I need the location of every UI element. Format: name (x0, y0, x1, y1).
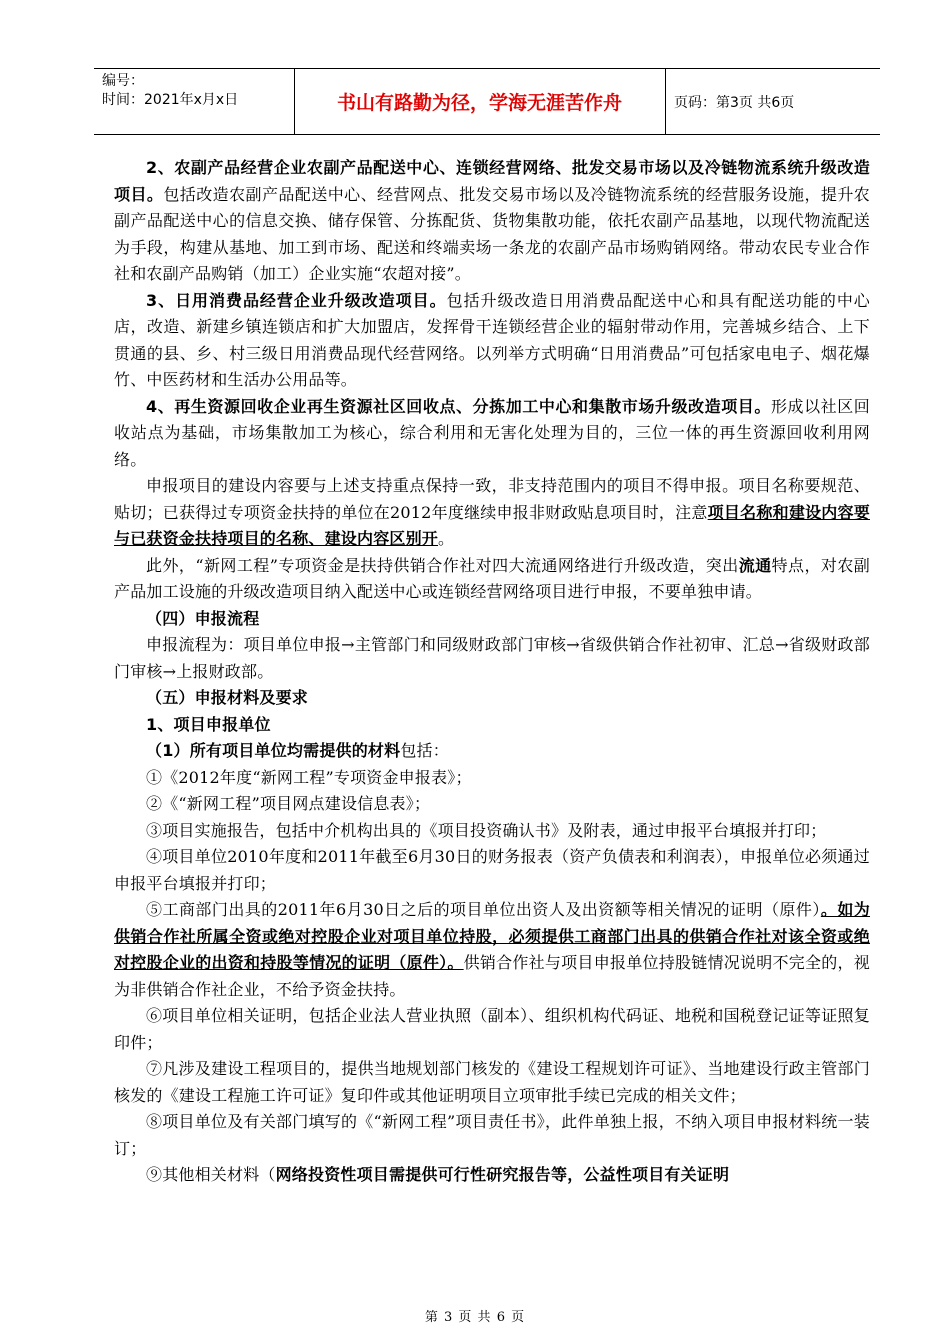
section-heading: （四）申报流程 (146, 608, 260, 628)
header-page-info: 页码：第3页 共6页 (674, 95, 795, 111)
header-bottom-rule (94, 134, 880, 135)
list-item: ⑥项目单位相关证明，包括企业法人营业执照（副本）、组织机构代码证、地税和国税登记证等证照复印件； (114, 1006, 870, 1052)
time-label: 时间：2021年x月x日 (102, 92, 239, 108)
paragraph (114, 288, 870, 394)
emphasis-text: 网络投资性项目需提供可行性研究报告等，公益性项目有关证明 (275, 1165, 730, 1184)
header-divider (665, 68, 666, 135)
number-label: 编号： (102, 73, 144, 89)
paragraph (114, 155, 870, 288)
emphasis-text: 项目名称和建设内容要与已获资金扶持项目的名称、建设内容区别开 (114, 502, 870, 548)
page-footer: 第 3 页 共 6 页 (424, 1310, 526, 1325)
paragraph (114, 473, 870, 553)
paragraph-text: ⑨其他相关材料（ (146, 1165, 276, 1184)
list-item: ②《“新网工程”项目网点建设信息表》； (146, 794, 431, 813)
subsection-heading: 1、项目申报单位 (146, 714, 271, 734)
emphasis-text: 流通 (738, 555, 772, 575)
header-motto: 书山有路勤为径，学海无涯苦作舟 (336, 92, 622, 114)
paragraph (114, 553, 870, 606)
item-heading: 2、农副产品经营企业农副产品配送中心、连锁经营网络、批发交易市场以及冷链物流系统升级改造项目。 (114, 158, 870, 204)
paragraph-text: 申报项目的建设内容要与上述支持重点保持一致，非支持范围内的项目不得申报。项目名称要规范、贴切；已获得过专项资金扶持的单位在2012年度继续申报非财政贴息项目时，注意 (114, 476, 870, 522)
item-heading: （1）所有项目单位均需提供的材料 (146, 741, 401, 760)
header-top-rule (94, 68, 880, 69)
paragraph-text: 供销合作社与项目申报单位持股链情况说明不完全的，视为非供销合作社企业，不给予资金扶持。 (114, 953, 870, 999)
list-item: ⑦凡涉及建设工程项目的，提供当地规划部门核发的《建设工程规划许可证》、当地建设行政主管部门核发的《建设工程施工许可证》复印件或其他证明项目立项审批手续已完成的相关文件； (114, 1059, 870, 1105)
paragraph-text: 此外，“新网工程”专项资金是扶持供销合作社对四大流通网络进行升级改造，突出 (146, 555, 739, 575)
paragraph-text: 包括改造农副产品配送中心、经营网点、批发交易市场以及冷链物流系统的经营服务设施，提升农副产品配送中心的信息交换、储存保管、分拣配货、货物集散功能，依托农副产品基地，以现代物流配送为手段，构建从基地、加工到市场、配送和终端卖场一条龙的农副产品市场购销网络。带动农民专业合作社和农副产品购销（加工）企业实施“农超对接”。 (114, 184, 870, 283)
paragraph-text: 特点，对农副产品加工设施的升级改造项目纳入配送中心或连锁经营网络项目进行申报，不要单独申请。 (114, 555, 871, 601)
list-item: ⑧项目单位及有关部门填写的《“新网工程”项目责任书》，此件单独上报，不纳入项目申报材料统一装订； (114, 1112, 870, 1158)
list-item: ①《2012年度“新网工程”专项资金申报表》； (146, 767, 472, 787)
paragraph-text: 形成以社区回收站点为基础，市场集散加工为核心，综合利用和无害化处理为目的，三位一体的再生资源回收利用网络。 (114, 396, 871, 469)
emphasis-text: 。如为供销合作社所属全资或绝对控股企业对项目单位持股，必须提供工商部门出具的供销合作社对该全资或绝对控股企业的出资和持股等情况的证明（原件）。 (114, 900, 870, 972)
paragraph (114, 394, 870, 474)
list-item (114, 897, 870, 1003)
paragraph-text: 包括： (400, 741, 449, 760)
list-item: ④项目单位2010年度和2011年截至6月30日的财务报表（资产负债表和利润表），申报单位必须通过申报平台填报并打印； (114, 847, 870, 893)
paragraph-text: 。 (438, 529, 455, 548)
paragraph: 申报流程为：项目单位申报→主管部门和同级财政部门审核→省级供销合作社初审、汇总→省级财政部门审核→上报财政部。 (114, 635, 870, 681)
item-heading: 3、日用消费品经营企业升级改造项目。 (146, 290, 447, 310)
item-heading: 4、再生资源回收企业再生资源社区回收点、分拣加工中心和集散市场升级改造项目。 (146, 396, 771, 416)
paragraph-text: ⑤工商部门出具的2011年6月30日之后的项目单位出资人及出资额等相关情况的证明（原件） (146, 900, 821, 919)
document-body (114, 155, 870, 1189)
list-item (114, 1162, 870, 1189)
list-item: ③项目实施报告，包括中介机构出具的《项目投资确认书》及附表，通过申报平台填报并打印； (146, 820, 827, 840)
page-header (94, 68, 880, 136)
paragraph (114, 738, 870, 765)
section-heading: （五）申报材料及要求 (146, 688, 309, 707)
paragraph-text: 包括升级改造日用消费品配送中心和具有配送功能的中心店，改造、新建乡镇连锁店和扩大加盟店，发挥骨干连锁经营企业的辐射带动作用，完善城乡结合、上下贯通的县、乡、村三级日用消费品现代经营网络。以列举方式明确“日用消费品”可包括家电电子、烟花爆竹、中医药材和生活办公用品等。 (114, 290, 870, 389)
header-meta (102, 72, 238, 110)
